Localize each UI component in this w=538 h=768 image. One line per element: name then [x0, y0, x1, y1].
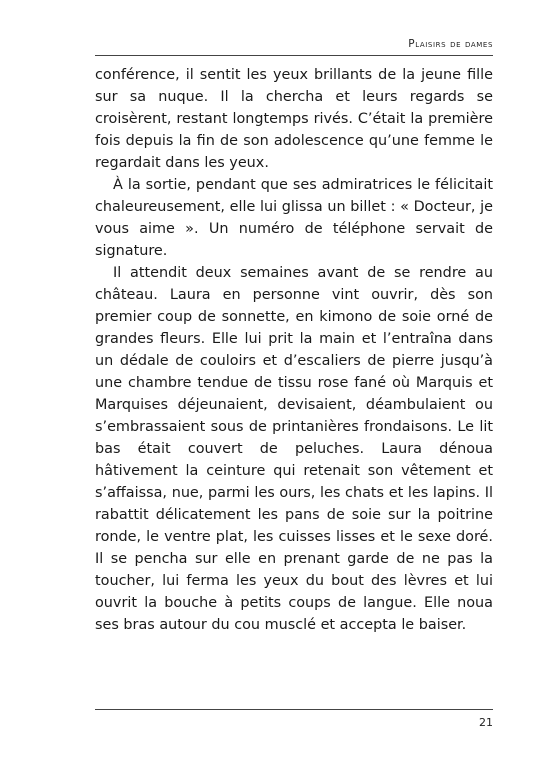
running-title: Plaisirs de dames: [408, 38, 493, 50]
body-text: [95, 64, 493, 636]
paragraph: Il attendit deux semaines avant de se rendre au château. Laura en personne vint ouvrir, dès son premier coup de sonnette, en kimono de soie orné de grandes fleurs. Elle lui prit la main et l’entraîna dans un dédale de couloirs et d’escaliers de pierre jusqu’à une chambre tendue de tissu rose fané où Marquis et Marquises déjeunaient, devisaient, déambulaient ou s’embrassaient sous de printanières frondaisons. Le lit bas était couvert de peluches. Laura dénoua hâtivement la ceinture qui retenait son vêtement et s’affaissa, nue, parmi les ours, les chats et les lapins. Il rabattit délicatement les pans de soie sur la poitrine ronde, le ventre plat, les cuisses lisses et le sexe doré. Il se pencha sur elle en prenant garde de ne pas la toucher, lui ferma les yeux du bout des lèvres et lui ouvrit la bouche à petits coups de langue. Elle noua ses bras autour du cou musclé et accepta le baiser.: [95, 265, 493, 633]
page-number: 21: [479, 716, 493, 729]
paragraph: À la sortie, pendant que ses admiratrices le félicitait chaleureusement, elle lui glissa un billet : « Docteur, je vous aime ». Un numéro de téléphone servait de signature.: [95, 177, 493, 259]
header-rule: [95, 55, 493, 56]
footer-rule: [95, 709, 493, 710]
paragraph: conférence, il sentit les yeux brillants de la jeune fille sur sa nuque. Il la chercha et leurs regards se croisèrent, restant longtemps rivés. C’était la première fois depuis la fin de son adolescence qu’une femme le regardait dans les yeux.: [95, 67, 493, 171]
